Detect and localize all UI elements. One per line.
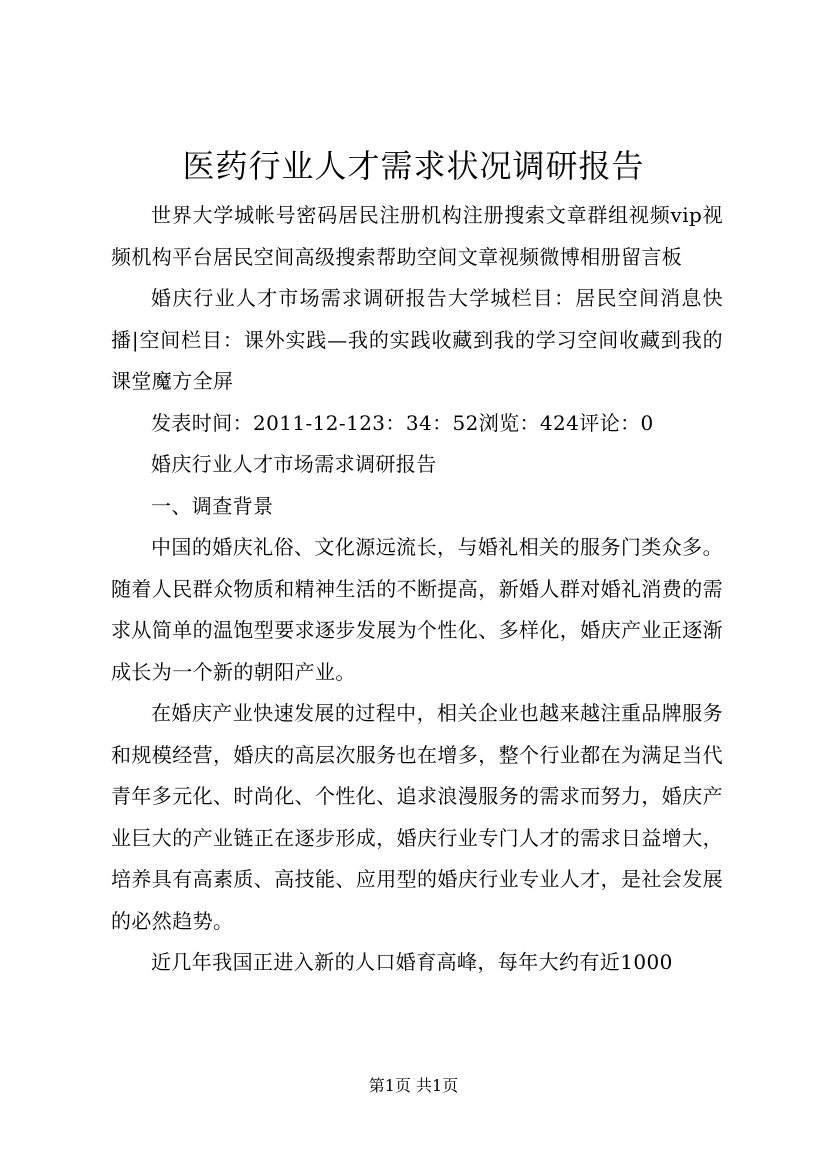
paragraph-report-title: 婚庆行业人才市场需求调研报告 [151,452,437,476]
document-title: 医药行业人才需求状况调研报告 [182,147,645,185]
page-number-footer: 第1页 共1页 [368,1076,459,1095]
document-body [111,195,723,984]
paragraph-background-3: 近几年我国正进入新的人口婚育高峰，每年大约有近1000 [151,950,673,974]
section-heading-background: 一、调查背景 [151,493,274,518]
paragraph-publish-info: 发表时间：2011-12-123：34：52浏览：424评论：0 [151,410,654,435]
paragraph-column-info: 婚庆行业人才市场需求调研报告大学城栏目：居民空间消息快播|空间栏目：课外实践—我的实践收藏到我的学习空间收藏到我的课堂魔方全屏 [111,286,723,393]
paragraph-background-1: 中国的婚庆礼俗、文化源远流长，与婚礼相关的服务门类众多。随着人民群众物质和精神生活的不断提高，新婚人群对婚礼消费的需求从简单的温饱型要求逐步发展为个性化、多样化，婚庆产业正逐渐成长为一个新的朝阳产业。 [111,535,723,684]
paragraph-background-2: 在婚庆产业快速发展的过程中，相关企业也越来越注重品牌服务和规模经营，婚庆的高层次服务也在增多，整个行业都在为满足当代青年多元化、时尚化、个性化、追求浪漫服务的需求而努力，婚庆产业巨大的产业链正在逐步形成，婚庆行业专门人才的需求日益增大，培养具有高素质、高技能、应用型的婚庆行业专业人才，是社会发展的必然趋势。 [111,701,723,933]
paragraph-site-navigation: 世界大学城帐号密码居民注册机构注册搜索文章群组视频vip视频机构平台居民空间高级搜索帮助空间文章视频微博相册留言板 [111,203,723,269]
